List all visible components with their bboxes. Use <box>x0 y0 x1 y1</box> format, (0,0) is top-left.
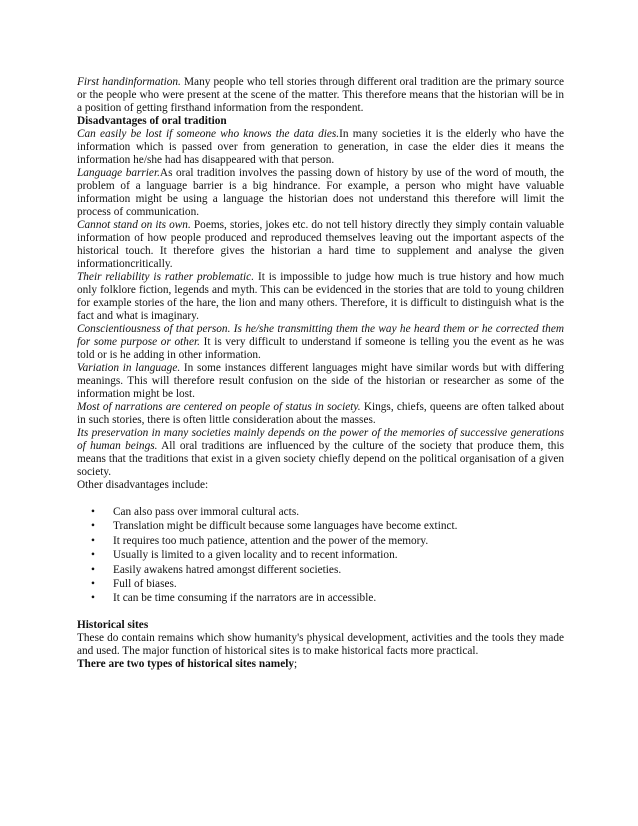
list-item-text: Translation might be difficult because some languages have become extinct. <box>113 520 458 533</box>
section-heading-historical-sites: Historical sites <box>77 618 149 631</box>
bullet-icon: • <box>91 563 95 576</box>
disadvantage-lead: Can easily be lost if someone who knows the data dies. <box>77 128 340 140</box>
disadvantage-lead: Its preservation in many societies mainly depends on the power of the memories of successive generations of human beings. <box>77 427 564 452</box>
disadvantage-lead: Cannot stand on its own. <box>77 219 191 231</box>
list-item-text: Easily awakens hatred amongst different societies. <box>113 563 342 576</box>
historical-sites-body: These do contain remains which show humanity's physical development, activities and the tools they made and used. The major function of historical sites is to make historical facts more practical. <box>77 631 564 657</box>
disadvantage-body: In some instances different languages might have similar words but with differing meanings. This will therefore result confusion on the side of the historian or researcher as some of the information might be lost. <box>77 362 564 400</box>
list-item <box>77 505 564 519</box>
bullet-icon: • <box>91 506 95 518</box>
list-item <box>77 577 564 591</box>
disadvantage-body: It is very difficult to understand if someone is telling you the event as he was told or is he adding in other information. <box>77 336 565 361</box>
disadvantage-item <box>77 323 564 362</box>
other-disadvantages-intro: Other disadvantages include: <box>77 479 209 491</box>
paragraph-lead: First handinformation. <box>77 76 181 88</box>
historical-sites-types <box>77 658 564 671</box>
disadvantage-lead: Language barrier. <box>77 167 160 179</box>
list-item <box>77 519 564 533</box>
list-item <box>77 548 564 562</box>
disadvantage-body: As oral tradition involves the passing down of history by use of the word of mouth, the problem of a language barrier is a big hindrance. For example, a person who might have valuable information might be using a language the historian does not understand this therefore will limit the process of communication. <box>77 167 564 218</box>
disadvantage-lead: Conscientiousness of that person. Is he/she transmitting them the way he heard them or he corrected them for some purpose or other. <box>77 323 564 348</box>
disadvantage-body: It is impossible to judge how much is true history and how much only folklore fiction, legends and myth. This can be evidenced in the stories that are told to young children for example stories of the hare, the lion and many others. Therefore, it is difficult to distinguish what is the fact and what is imaginary. <box>77 271 565 322</box>
disadvantage-item <box>77 362 564 401</box>
disadvantage-lead: Their reliability is rather problematic. <box>77 271 255 283</box>
disadvantage-body: Kings, chiefs, queens are often talked about in such stories, there is often little consideration about the masses. <box>77 401 564 426</box>
disadvantage-lead: Variation in language. <box>77 362 181 374</box>
disadvantage-body: Poems, stories, jokes etc. do not tell history directly they simply contain valuable information of how people produced and reproduced themselves leaving out the important aspects of the historical touch. It therefore gives the historian a hard time to supplement and analyse the given informationcritically. <box>77 219 565 270</box>
types-heading-suffix: ; <box>294 657 298 670</box>
disadvantage-item <box>77 401 564 427</box>
list-item-text: It can be time consuming if the narrators are in accessible. <box>113 592 377 605</box>
disadvantage-body: In many societies it is the elderly who have the information which is passed over from generation to generation, in case the elder dies it means the information he/she had has disappeared with that person. <box>77 128 564 166</box>
document-page <box>77 76 564 671</box>
other-disadvantages-list <box>77 505 564 606</box>
section-heading-disadvantages: Disadvantages of oral tradition <box>77 115 227 127</box>
disadvantage-item <box>77 427 564 479</box>
disadvantage-item <box>77 167 564 219</box>
bullet-icon: • <box>91 520 95 533</box>
disadvantage-item <box>77 219 564 271</box>
list-item-text: Full of biases. <box>113 578 177 591</box>
list-item <box>77 563 564 577</box>
disadvantage-item <box>77 128 564 167</box>
paragraph-first-hand-information <box>77 76 564 115</box>
list-item <box>77 591 564 605</box>
bullet-icon: • <box>91 592 95 605</box>
bullet-icon: • <box>91 534 95 547</box>
bullet-icon: • <box>91 578 95 591</box>
disadvantage-body: All oral traditions are influenced by the culture of the society that produce them, this means that the traditions that exist in a given society chiefly depend on the political organisation of a given society. <box>77 440 564 478</box>
disadvantage-lead: Most of narrations are centered on people of status in society. <box>77 401 361 413</box>
bullet-icon: • <box>91 549 95 562</box>
list-item-text: Can also pass over immoral cultural acts. <box>113 506 300 518</box>
list-item-text: Usually is limited to a given locality and to recent information. <box>113 549 398 562</box>
list-item-text: It requires too much patience, attention and the power of the memory. <box>113 534 429 547</box>
paragraph-body: Many people who tell stories through different oral tradition are the primary source or the people who were present at the scene of the matter. This therefore means that the historian will be in a position of getting firsthand information from the respondent. <box>77 76 564 114</box>
list-item <box>77 534 564 548</box>
disadvantage-item <box>77 271 564 323</box>
types-heading: There are two types of historical sites namely <box>77 657 295 670</box>
